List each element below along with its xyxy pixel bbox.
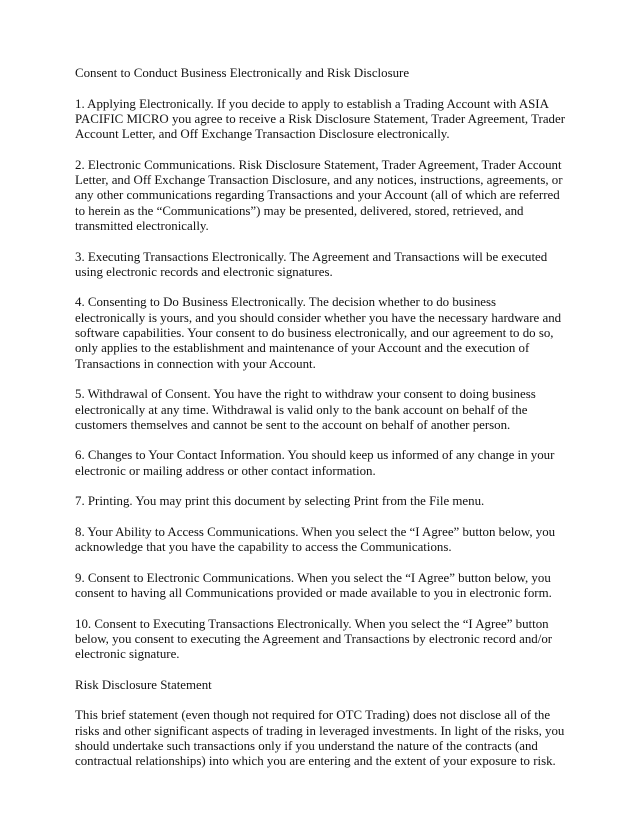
section-consent-electronic-communications: 9. Consent to Electronic Communications. When you select the “I Agree” button below, you consent to having all Communications provided or made available to you in electronic form. [75, 570, 552, 601]
section-applying-electronically: 1. Applying Electronically. If you decide to apply to establish a Trading Account with ASIA PACIFIC MICRO you agree to receive a Risk Disclosure Statement, Trader Agreement, Trader Account Letter, and Off Exchange Transaction Disclosure electronically. [75, 96, 566, 142]
document-page [75, 66, 567, 770]
section-access-communications: 8. Your Ability to Access Communications. When you select the “I Agree” button below, you acknowledge that you have the capability to access the Communications. [75, 524, 556, 555]
section-consenting-to-business: 4. Consenting to Do Business Electronically. The decision whether to do business electronically is yours, and you should consider whether you have the necessary hardware and software capabilities. Your consent to do business electronically, and our agreement to do so, only applies to the establishment and maintenance of your Account and the execution of Transactions in connection with your Account. [75, 295, 562, 371]
document-title: Consent to Conduct Business Electronically and Risk Disclosure [75, 66, 410, 80]
risk-disclosure-heading: Risk Disclosure Statement [75, 677, 212, 692]
section-executing-transactions: 3. Executing Transactions Electronically. The Agreement and Transactions will be executed using electronic records and electronic signatures. [75, 249, 548, 279]
section-contact-information: 6. Changes to Your Contact Information. You should keep us informed of any change in your electronic or mailing address or other contact information. [75, 448, 555, 478]
risk-disclosure-body: This brief statement (even though not required for OTC Trading) does not disclose all of the risks and other significant aspects of trading in leveraged investments. In light of the risks, you should undertake such transactions only if you understand the nature of the contracts (and contractual relationships) into which you are entering and the extent of your exposure to risk. [75, 708, 565, 769]
section-withdrawal-of-consent: 5. Withdrawal of Consent. You have the right to withdraw your consent to doing business electronically at any time. Withdrawal is valid only to the bank account on behalf of the customers themselves and cannot be sent to the account on behalf of another person. [75, 387, 536, 432]
section-consent-executing-transactions: 10. Consent to Executing Transactions Electronically. When you select the “I Agree” button below, you consent to executing the Agreement and Transactions by electronic record and/or electronic signature. [75, 616, 553, 662]
section-printing: 7. Printing. You may print this document by selecting Print from the File menu. [75, 494, 485, 509]
section-electronic-communications: 2. Electronic Communications. Risk Disclosure Statement, Trader Agreement, Trader Account Letter, and Off Exchange Transaction Disclosure, and any notices, instructions, agreements, or any other communications regarding Transactions and your Account (all of which are referred to herein as the “Communications”) may be presented, delivered, stored, retrieved, and transmitted electronically. [75, 157, 563, 233]
